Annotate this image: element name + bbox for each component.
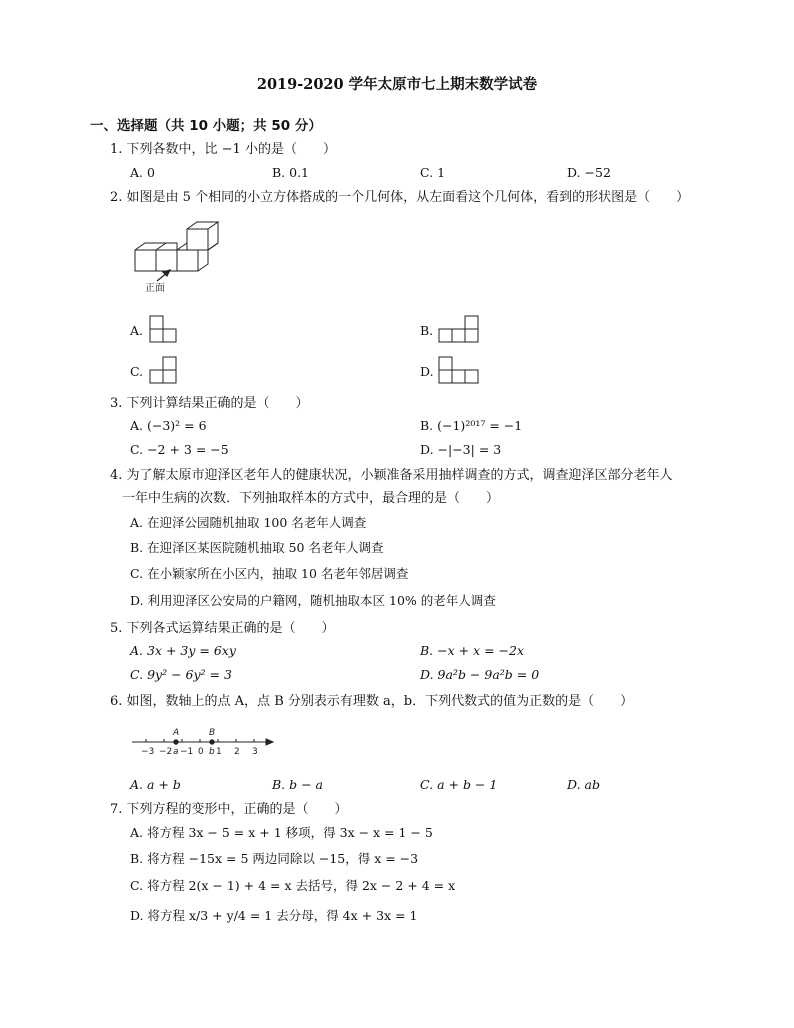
question-7-option-c[interactable]: C. 将方程 2(x − 1) + 4 = x 去括号，得 2x − 2 + 4 = x [130, 878, 456, 893]
question-3-stem: 3. 下列计算结果正确的是（ ） [110, 396, 309, 411]
tick-label: −1 [180, 747, 194, 757]
option-d-shape-icon [437, 355, 483, 385]
question-2-option-a[interactable]: A. [130, 323, 144, 338]
tick-label: −2 [159, 747, 173, 757]
question-1-stem: 1. 下列各数中，比 −1 小的是（ ） [110, 142, 336, 157]
option-c-shape-icon [148, 355, 180, 385]
question-3-option-a[interactable]: A. (−3)² = 6 [130, 418, 207, 433]
tick-label: 3 [252, 747, 258, 757]
question-4-option-d[interactable]: D. 利用迎泽区公安局的户籍网，随机抽取本区 10% 的老年人调查 [130, 593, 496, 608]
question-2-option-b[interactable]: B. [420, 323, 434, 338]
option-a-shape-icon [148, 314, 180, 344]
question-7-option-b[interactable]: B. 将方程 −15x = 5 两边同除以 −15，得 x = −3 [130, 851, 419, 866]
question-4-stem-line-1: 4. 为了解太原市迎泽区老年人的健康状况，小颖准备采用抽样调查的方式，调查迎泽区部分老年人 [110, 468, 673, 483]
point-b-dot [210, 740, 214, 744]
question-4-stem-line-2: 一年中生病的次数．下列抽取样本的方式中，最合理的是（ ） [122, 491, 500, 506]
question-2-stem: 2. 如图是由 5 个相同的小立方体搭成的一个几何体，从左面看这个几何体，看到的形状图是（ ） [110, 190, 690, 205]
question-5-option-a[interactable]: A. 3x + 3y = 6xy [130, 643, 236, 658]
point-b-label: B [209, 728, 216, 738]
question-2-option-c[interactable]: C. [130, 364, 144, 379]
question-7-stem: 7. 下列方程的变形中，正确的是（ ） [110, 802, 348, 817]
question-6-option-d[interactable]: D. ab [567, 777, 600, 792]
point-a-label: A [173, 728, 180, 738]
question-5-option-d[interactable]: D. 9a²b − 9a²b = 0 [420, 667, 540, 682]
question-7-option-d[interactable]: D. 将方程 x/3 + y/4 = 1 去分母，得 4x + 3x = 1 [130, 908, 418, 923]
page-title: 2019-2020 学年太原市七上期末数学试卷 [256, 76, 538, 93]
tick-label: 0 [198, 747, 204, 757]
tick-label: −3 [141, 747, 155, 757]
question-3-option-c[interactable]: C. −2 + 3 = −5 [130, 442, 229, 457]
question-3-option-b[interactable]: B. (−1)²⁰¹⁷ = −1 [420, 418, 523, 433]
question-5-option-c[interactable]: C. 9y² − 6y² = 3 [130, 667, 232, 682]
number-line-figure [128, 724, 278, 758]
question-1-option-d[interactable]: D. −52 [567, 165, 611, 180]
section-heading: 一、选择题（共 10 小题；共 50 分） [90, 118, 322, 134]
question-3-option-d[interactable]: D. −|−3| = 3 [420, 442, 502, 457]
tick-label: 2 [234, 747, 240, 757]
a-below-label: a [173, 747, 179, 757]
question-2-option-d[interactable]: D. [420, 364, 434, 379]
question-4-option-c[interactable]: C. 在小颖家所在小区内，抽取 10 名老年邻居调查 [130, 566, 409, 581]
question-6-option-a[interactable]: A. a + b [130, 777, 181, 792]
question-5-option-b[interactable]: B. −x + x = −2x [420, 643, 525, 658]
point-a-dot [174, 740, 178, 744]
question-6-stem: 6. 如图，数轴上的点 A，点 B 分别表示有理数 a，b．下列代数式的值为正数的是（ ） [110, 694, 634, 709]
question-4-option-b[interactable]: B. 在迎泽区某医院随机抽取 50 名老年人调查 [130, 540, 384, 555]
tick-label: 1 [216, 747, 222, 757]
question-1-option-c[interactable]: C. 1 [420, 165, 446, 180]
question-1-option-a[interactable]: A. 0 [130, 165, 155, 180]
question-4-option-a[interactable]: A. 在迎泽公园随机抽取 100 名老年人调查 [130, 515, 367, 530]
question-5-stem: 5. 下列各式运算结果正确的是（ ） [110, 621, 335, 636]
option-b-shape-icon [437, 314, 483, 344]
question-6-option-c[interactable]: C. a + b − 1 [420, 777, 498, 792]
question-1-option-b[interactable]: B. 0.1 [272, 165, 310, 180]
front-label: 正面 [145, 283, 165, 294]
question-7-option-a[interactable]: A. 将方程 3x − 5 = x + 1 移项，得 3x − x = 1 − 5 [130, 825, 433, 840]
question-6-option-b[interactable]: B. b − a [272, 777, 324, 792]
b-below-label: b [209, 747, 215, 757]
cube-solid-figure [125, 215, 235, 295]
